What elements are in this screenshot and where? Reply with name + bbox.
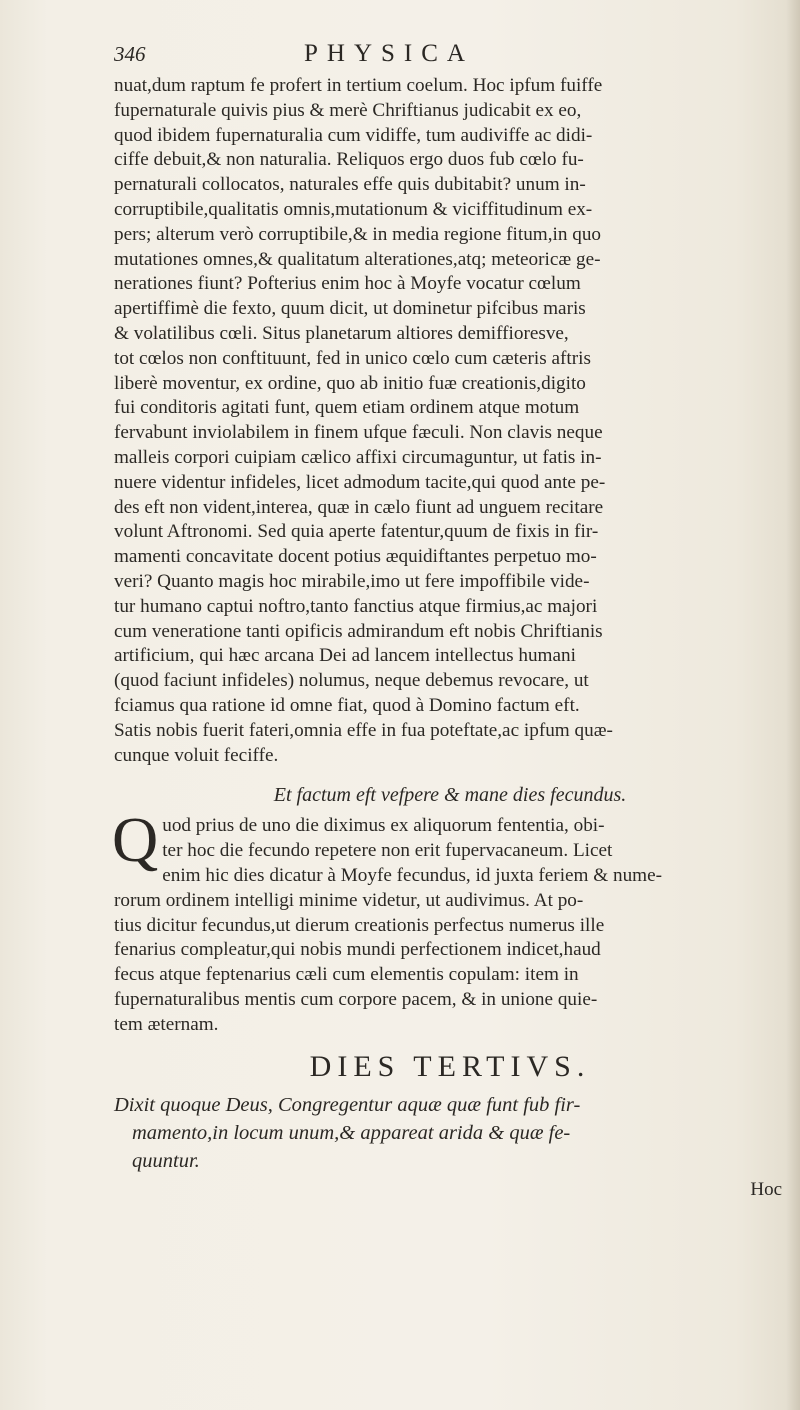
text-line: des eft non vident,interea, quæ in cælo fiunt ad unguem recitare	[114, 496, 604, 518]
text-line: mamenti concavitate docent potius æquidiftantes perpetuo mo-	[114, 546, 597, 568]
text-line: mutationes omnes,& qualitatum alterationes,atq; meteoricæ ge-	[114, 248, 601, 270]
text-line: fervabunt inviolabilem in finem ufque fæculi. Non clavis neque	[114, 422, 603, 444]
text-line: tur humano captui noftro,tanto fanctius atque firmius,ac majori	[114, 595, 598, 617]
quote-line: quuntur.	[132, 1150, 200, 1173]
text-line: volunt Aftronomi. Sed quia aperte fatentur,quum de fixis in fir-	[114, 521, 599, 543]
section-heading: Et factum eft vefpere & mane dies fecundus.	[273, 784, 627, 807]
text-line: nerationes fiunt? Pofterius enim hoc à Moyfe vocatur cœlum	[114, 273, 581, 295]
text-line: tem æternam.	[114, 1013, 219, 1035]
text-line: fupernaturale quivis pius & merè Chriftianus judicabit ex eo,	[114, 99, 582, 121]
running-head	[114, 40, 786, 74]
text-line: uod prius de uno die diximus ex aliquorum fententia, obi-	[162, 815, 605, 837]
catchword: Hoc	[750, 1179, 782, 1201]
text-line: corruptibile,qualitatis omnis,mutationum & viciffitudinum ex-	[114, 198, 593, 220]
text-line: rorum ordinem intelligi minime videtur, ut audivimus. At po-	[114, 889, 584, 911]
text-line: ciffe debuit,& non naturalia. Reliquos ergo duos fub cœlo fu-	[114, 149, 584, 171]
text-line: enim hic dies dicatur à Moyfe fecundus, id juxta feriem & nume-	[162, 864, 663, 886]
text-line: fui conditoris agitati funt, quem etiam ordinem atque motum	[114, 397, 580, 419]
text-line: pers; alterum verò corruptibile,& in media regione fitum,in quo	[114, 223, 602, 245]
text-line: tot cœlos non conftituunt, fed in unico cœlo cum cæteris aftris	[114, 347, 591, 369]
paragraph-1	[114, 74, 786, 768]
dies-heading: DIES TERTIVS.	[309, 1050, 591, 1084]
text-line: apertiffimè die fexto, quum dicit, ut dominetur pifcibus maris	[114, 298, 586, 320]
page-content	[114, 40, 786, 1201]
drop-cap: Q	[112, 804, 159, 876]
text-line: Satis nobis fuerit fateri,omnia effe in fua poteftate,ac ipfum quæ-	[114, 719, 613, 741]
text-line: nuat,dum raptum fe profert in tertium coelum. Hoc ipfum fuiffe	[114, 75, 603, 96]
text-line: fupernaturalibus mentis cum corpore pacem, & in unione quie-	[114, 988, 598, 1010]
text-line: nuere videntur infideles, licet admodum tacite,qui quod ante pe-	[114, 471, 606, 493]
running-title: PHYSICA	[304, 40, 474, 67]
text-line: fecus atque feptenarius cæli cum elementis copulam: item in	[114, 964, 579, 986]
paragraph-2	[112, 804, 786, 1037]
text-line: & volatilibus cœli. Situs planetarum altiores demiffioresve,	[114, 322, 569, 344]
quote-line: Dixit quoque Deus, Congregentur aquæ quæ funt fub fir-	[114, 1094, 581, 1117]
text-line: (quod faciunt infideles) nolumus, neque debemus revocare, ut	[114, 670, 589, 692]
text-line: artificium, qui hæc arcana Dei ad lancem intellectus humani	[114, 645, 576, 667]
text-line: cum veneratione tanti opificis admirandum eft nobis Chriftianis	[114, 620, 603, 642]
genesis-quote	[114, 1091, 786, 1175]
text-line: ter hoc die fecundo repetere non erit fupervacaneum. Licet	[162, 840, 613, 862]
text-line: pernaturali collocatos, naturales effe quis dubitabit? unum in-	[114, 174, 586, 196]
text-line: quod ibidem fupernaturalia cum vidiffe, tum audiviffe ac didi-	[114, 124, 593, 146]
page-number: 346	[114, 42, 146, 66]
text-line: veri? Quanto magis hoc mirabile,imo ut fere impoffibile vide-	[114, 570, 590, 592]
text-line: fenarius compleatur,qui nobis mundi perfectionem indicet,haud	[114, 939, 601, 961]
text-line: malleis corpori cuipiam cælico affixi circumaguntur, ut fatis in-	[114, 446, 602, 468]
text-line: tius dicitur fecundus,ut dierum creationis perfectus numerus ille	[114, 914, 605, 936]
text-line: cunque voluit feciffe.	[114, 744, 279, 766]
page-edge-shadow	[786, 0, 800, 1410]
quote-line: mamento,in locum unum,& appareat arida & quæ fe-	[132, 1122, 571, 1145]
text-line: liberè moventur, ex ordine, quo ab initio fuæ creationis,digito	[114, 372, 586, 394]
text-line: fciamus qua ratione id omne fiat, quod à Domino factum eft.	[114, 694, 580, 716]
